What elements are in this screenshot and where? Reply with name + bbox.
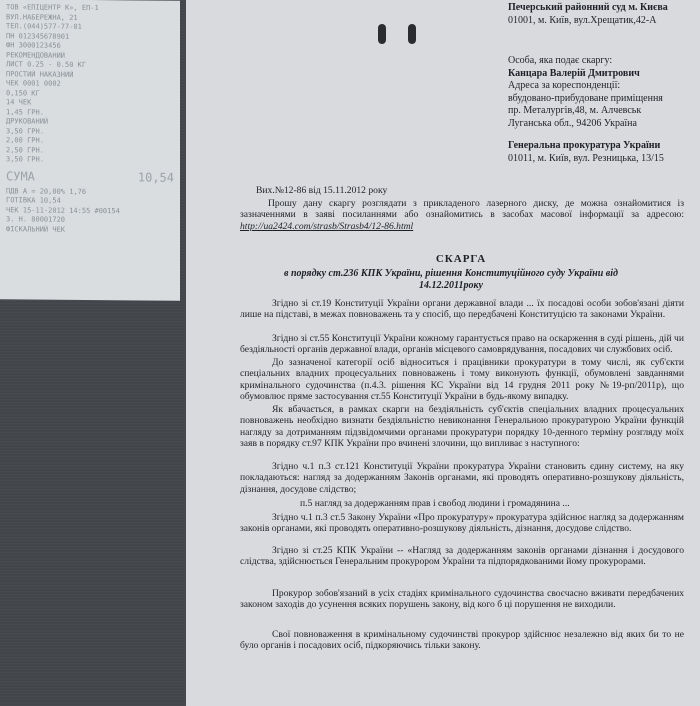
prosecutor-block [508, 140, 698, 165]
body-paragraph: Як вбачається, в рамках скарги на бездіяльність суб'єктів спеціальних владних процесуальних повноважень необхідно визнати бездіяльністю невиконання Генеральною прокуратурою України функцій нагляду за дотриманням підзвідомчими органами прокуратури порядку 10-денного терміну розгляду моїх заяв в порядку ст.97 КПК України про вчинені злочини, що випливає з наступного: [240, 404, 684, 450]
receipt-lines [6, 3, 174, 166]
prosecutor-name: Генеральна прокуратура України [508, 140, 661, 151]
addressee-block [508, 2, 694, 27]
outgoing-number: Вих.№12-86 від 15.11.2012 року [256, 185, 388, 196]
intro-paragraph [240, 198, 684, 232]
complaint-document [186, 0, 700, 706]
disc-link[interactable]: http://ua2424.com/strasb/Strasb4/12-86.html [240, 220, 414, 232]
receipt-line: 3. Н. 80001720 [6, 215, 66, 224]
receipt-line: ТЕЛ.(044)577-77-01 [6, 22, 82, 31]
body-paragraph: п.5 нагляд за додержанням прав і свобод людини і громадянина ... [300, 498, 570, 509]
receipt-line: ДРУКОВАНИЙ [6, 117, 49, 126]
body-paragraph: Згідно зі ст.55 Конституції України кожному гарантується право на оскарження в суді рішень, дій чи бездіяльності органів державної влади, органів місцевого самоврядування, посадових чи службових осіб. [240, 333, 684, 356]
body-paragraph: Згідно зі ст.19 Конституції України органи державної влади ... їх посадові особи зобов'язані діяти лише на підставі, в межах повноважень та у спосіб, що передбачені Конституцією та законами України. [240, 298, 684, 321]
complaint-subtitle-date: 14.12.2011року [419, 280, 483, 291]
correspondence-line: Луганська обл., 94206 Україна [508, 117, 637, 129]
receipt-line: РЕКОМЕНДОВАНИЙ [6, 50, 66, 60]
body-paragraph: Прокурор зобов'язаний в усіх стадіях кримінального судочинства своєчасно вживати передбачених законом заходів до усунення всяких порушень закону, від кого б ці порушення не виходили. [240, 588, 684, 611]
receipt-line: 2,00 ГРН. [6, 136, 44, 145]
receipt-line: ПН 012345678901 [6, 31, 70, 41]
receipt-line: ПДВ А = 20,00% 1,76 [6, 186, 87, 196]
body-paragraph: Свої повноваження в кримінальному судочинстві прокурор здійснює незалежно від яких би то не було органів і посадових осіб, підкоряючись тільки закону. [240, 629, 684, 652]
receipt-line: 14 ЧЕК [6, 98, 32, 107]
complaint-title: СКАРГА [435, 253, 487, 265]
receipt-total [6, 169, 174, 184]
receipt-line: ФН 3000123456 [6, 41, 61, 50]
applicant-label: Особа, яка подає скаргу: [508, 55, 613, 66]
receipt-total-label: СУМА [6, 168, 35, 184]
intro-text: Прошу дану скаргу розглядати з прикладеного лазерного диску, де можна ознайомитися із зазначеннями в заяві посиланнями або ознайомитись в засобах масової інформації за адресою: [240, 198, 684, 221]
court-name: Печерський районний суд м. Києва [508, 2, 668, 13]
receipt-line: 2,50 ГРН. [6, 145, 44, 155]
receipt-line: ТОВ «ЕПІЦЕНТР К», ЕП-1 [6, 3, 99, 13]
body-paragraph: Згідно ч.1 п.3 ст.5 Закону України «Про прокуратуру» прокуратура здійснює нагляд за додержанням законів органами, які проводять оперативно-розшукову діяльність, дізнання, досудове слідство. [240, 512, 684, 535]
cash-receipt [0, 0, 180, 301]
receipt-total-value: 10,54 [137, 169, 174, 185]
receipt-line: 3,50 ГРН. [6, 126, 44, 136]
receipt-line: ВУЛ.НАБЕРЕЖНА, 21 [6, 12, 78, 22]
receipt-line: ГОТІВКА 10,54 [6, 196, 61, 205]
correspondence-label: Адреса за кореспонденції: [508, 80, 621, 91]
receipt-line: ФІСКАЛЬНИЙ ЧЕК [6, 224, 66, 234]
receipt-line: ЛИСТ 0.25 - 0.50 КГ [6, 60, 87, 69]
body-paragraph: Згідно ч.1 п.3 ст.121 Конституції України прокуратура України становить єдину систему, на яку покладаються: нагляд за додержанням Законів органами, які проводять оперативно-розшукову діяльність, дізнання, досудове слідство; [240, 461, 684, 495]
applicant-block [508, 55, 698, 130]
body-paragraph: Згідно зі ст.25 КПК України -- «Нагляд за додержанням законів органами дізнання і досудового слідства, здійснюється Генеральним прокурором України та підпорядкованими йому прокурорами. [240, 545, 684, 568]
prosecutor-address: 01011, м. Київ, вул. Резницька, 13/15 [508, 152, 664, 164]
applicant-name: Канцара Валерій Дмитрович [508, 67, 640, 79]
receipt-line: ЧЕК 15-11-2012 14:55 #00154 [6, 205, 120, 215]
correspondence-line: пр. Металургів,48, м. Алчевськ [508, 105, 642, 116]
binder-clip [378, 24, 386, 44]
receipt-line: ЧЕК 0001 0002 [6, 79, 61, 88]
receipt-tail [6, 187, 174, 236]
receipt-line: 0,150 КГ [6, 88, 40, 98]
complaint-subtitle: в порядку ст.236 КПК України, рішення Конституційного суду України від [284, 268, 618, 279]
receipt-line: 3,50 ГРН. [6, 155, 44, 164]
body-paragraph: До зазначеної категорії осіб відноситься і працівники прокуратури в тому числі, як суб'єкти спеціальних владних процесуальних повноважень і тому виконують функції, обумовлені завданнями кримінального судочинства (п.4.3. рішення КС України від 14 грудня 2011 року №19-рп/2011р), що обумовлює пряме застосування ст.55 Конституції України в будь-якому випадку. [240, 357, 684, 403]
binder-clip [408, 24, 416, 44]
court-address: 01001, м. Київ, вул.Хрещатик,42-А [508, 14, 657, 26]
receipt-line: ПРОСТИЙ НАКАЗНИЙ [6, 69, 74, 79]
receipt-line: 1,45 ГРН. [6, 107, 44, 117]
correspondence-line: вбудовано-прибудоване приміщення [508, 92, 663, 104]
